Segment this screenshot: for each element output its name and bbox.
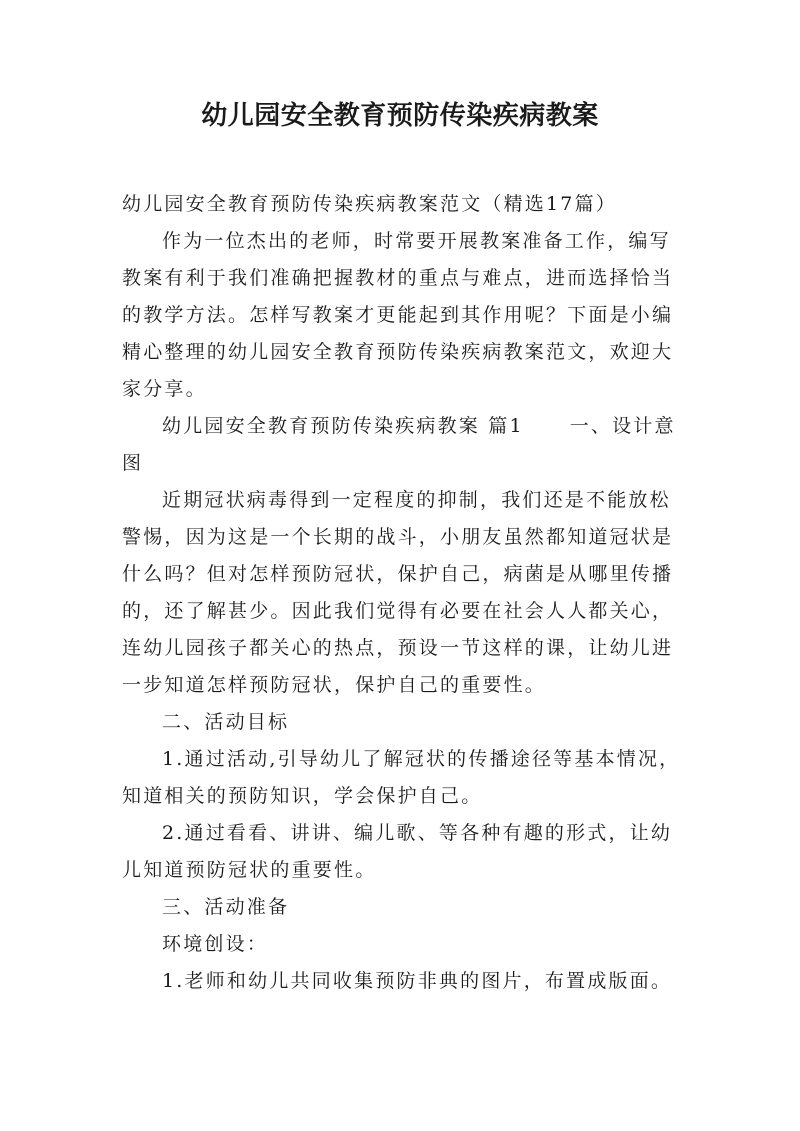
section-design-heading: 一、设计意 [569,415,676,437]
design-line-4: 的，还了解甚少。因此我们觉得有必要在社会人人都关心， [122,600,674,622]
intro-paragraph [122,223,688,260]
design-line-1: 近期冠状病毒得到一定程度的抑制，我们还是不能放松 [162,489,671,511]
intro-line-1: 作为一位杰出的老师，时常要开展教案准备工作，编写 [162,230,671,252]
goal-1-line-2: 知道相关的预防知识，学会保护自己。 [122,785,483,807]
goal-2-line-1: 2.通过看看、讲讲、编儿歌、等各种有趣的形式，让幼 [162,822,673,844]
goals-heading: 二、活动目标 [162,711,290,733]
intro-paragraph-cont [122,260,688,408]
design-line-5: 连幼儿园孩子都关心的热点，预设一节这样的课，让幼儿进 [122,637,674,659]
intro-line-2: 教案有利于我们准确把握教材的重点与难点，进而选择恰当 [122,267,674,289]
intro-line-5: 家分享。 [122,378,207,400]
prep-heading: 三、活动准备 [162,896,290,918]
goal-1-paragraph [122,741,688,778]
section-design-heading-cont: 图 [122,452,144,474]
prep-item-1: 1.老师和幼儿共同收集预防非典的图片，布置成版面。 [162,970,673,992]
design-line-6: 一步知道怎样预防冠状，保护自己的重要性。 [122,674,547,696]
intro-line-4: 精心整理的幼儿园安全教育预防传染疾病教案范文，欢迎大 [122,341,674,363]
goal-2-paragraph-cont [122,852,688,889]
design-intent-paragraph [122,482,688,519]
subtitle-line: 幼儿园安全教育预防传染疾病教案范文（精选17篇） [122,193,617,215]
design-line-2: 警惕，因为这是一个长期的战斗，小朋友虽然都知道冠状是 [122,526,674,548]
document-subtitle [122,186,688,223]
design-line-3: 什么吗？但对怎样预防冠状，保护自己，病菌是从哪里传播 [122,563,674,585]
part-heading [122,408,688,445]
goal-1-paragraph-cont [122,778,688,815]
goal-2-paragraph [122,815,688,852]
document-body [122,186,688,1000]
part-heading-title: 幼儿园安全教育预防传染疾病教案 篇1 [162,415,524,437]
intro-line-3: 的教学方法。怎样写教案才更能起到其作用呢？下面是小编 [122,304,674,326]
document-title: 幼儿园安全教育预防传染疾病教案 [201,101,599,131]
part-heading-cont [122,445,688,482]
design-intent-paragraph-cont [122,519,688,704]
goal-1-line-1: 1.通过活动,引导幼儿了解冠状的传播途径等基本情况， [162,748,681,770]
env-label: 环境创设： [162,933,269,955]
goal-2-line-2: 儿知道预防冠状的重要性。 [122,859,377,881]
